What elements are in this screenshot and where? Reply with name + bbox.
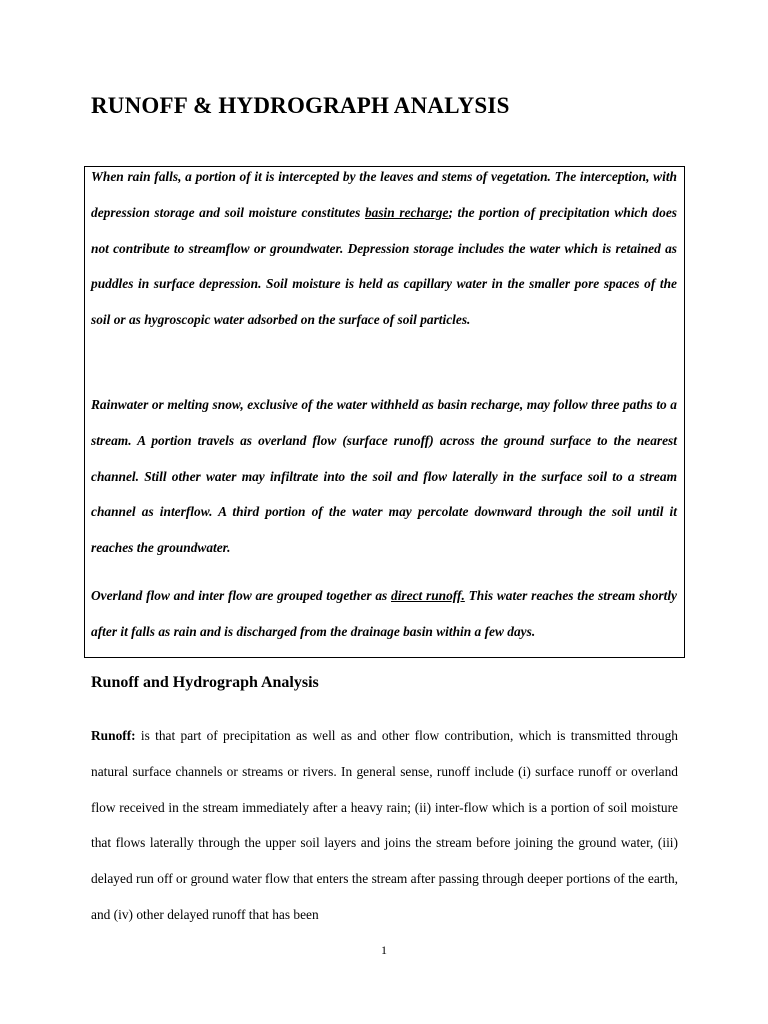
summary-text: This water reaches the stream shortly after it falls as rain and is discharged from the drainage basin within a few days. [91,588,677,639]
basin-recharge-term: basin recharge [364,204,449,220]
summary-text: ; the portion of precipitation which does not contribute to streamflow or groundwater. Depression storage includes the water which is retained as puddles in surface depression. Soil moisture is held as capillary water in the smaller pore spaces of the soil or as hygroscopic water adsorbed on the surface of soil particles. [91,204,677,328]
summary-paragraph-direct-runoff [91,578,677,650]
section-heading: Runoff and Hydrograph Analysis [91,674,319,691]
summary-paragraph-basin-recharge [91,159,677,338]
summary-paragraph-flow-paths: Rainwater or melting snow, exclusive of the water withheld as basin recharge, may follow three paths to a stream. A portion travels as overland flow (surface runoff) across the ground surface to the nearest channel. Still other water may infiltrate into the soil and flow laterally in the surface soil to a stream channel as interflow. A third portion of the water may percolate downward through the soil until it reaches the groundwater. [91,397,677,556]
summary-box [84,166,685,658]
page-title: RUNOFF & HYDROGRAPH ANALYSIS [91,93,510,118]
page-number: 1 [381,943,387,957]
direct-runoff-term: direct runoff. [391,588,465,603]
runoff-definition-text: is that part of precipitation as well as and other flow contribution, which is transmitted through natural surface channels or streams or rivers. In general sense, runoff include (i) surface runoff or overland flow received in the stream immediately after a heavy rain; (ii) inter-flow which is a portion of soil moisture that flows laterally through the upper soil layers and joins the stream before joining the ground water, (iii) delayed run off or ground water flow that enters the stream after passing through deeper portions of the earth, and (iv) other delayed runoff that has been [91,728,678,922]
runoff-definition-paragraph [91,718,678,933]
summary-text: Overland flow and inter flow are grouped together as [91,588,392,603]
summary-text: When rain falls, a portion of it is intercepted by the leaves and stems of vegetation. The interception, with depression storage and soil moisture constitutes [91,169,677,220]
runoff-term: Runoff: [91,728,136,743]
